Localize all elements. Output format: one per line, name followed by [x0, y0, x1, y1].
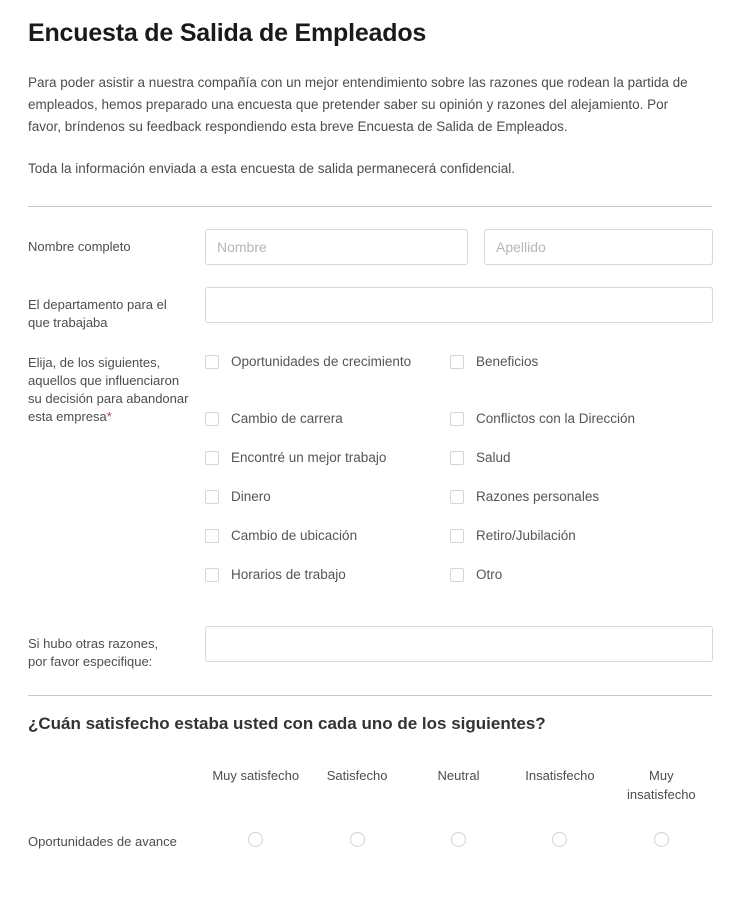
checkbox-box-icon[interactable]: [450, 412, 464, 426]
checkbox-item[interactable]: [450, 487, 712, 526]
checkbox-box-icon[interactable]: [205, 412, 219, 426]
checkbox-item[interactable]: [205, 526, 450, 565]
radio-button[interactable]: [248, 832, 263, 847]
field-row-reasons: [28, 352, 712, 604]
checkbox-box-icon[interactable]: [205, 490, 219, 504]
checkbox-box-icon[interactable]: [450, 451, 464, 465]
intro-block: [28, 72, 712, 180]
checkbox-item[interactable]: [205, 352, 450, 409]
checkbox-label: Dinero: [231, 489, 271, 504]
checkbox-label: Otro: [476, 567, 503, 582]
checkbox-label: Retiro/Jubilación: [476, 528, 576, 543]
matrix-column-header: [306, 766, 407, 785]
checkbox-box-icon[interactable]: [450, 568, 464, 582]
department-label: [28, 287, 205, 332]
matrix-column-header: [509, 766, 610, 785]
checkbox-label: Salud: [476, 450, 511, 465]
matrix-row-label: Oportunidades de avance: [28, 834, 177, 849]
checkbox-item[interactable]: [205, 487, 450, 526]
checkbox-label: Razones personales: [476, 489, 600, 504]
radio-button[interactable]: [350, 832, 365, 847]
other-reasons-label-line1: Si hubo otras razones,: [28, 636, 159, 651]
matrix-column-label: Muy insatisfecho: [627, 768, 696, 802]
matrix-header-row: [28, 766, 712, 804]
satisfaction-matrix: [28, 766, 712, 851]
matrix-column-label: Muy satisfecho: [212, 768, 300, 783]
matrix-row: [28, 830, 712, 851]
matrix-cell[interactable]: [408, 830, 509, 847]
checkbox-box-icon[interactable]: [205, 529, 219, 543]
checkbox-box-icon[interactable]: [450, 529, 464, 543]
intro-paragraph-2: Toda la información enviada a esta encuesta de salida permanecerá confidencial.: [28, 161, 516, 176]
checkbox-label: Conflictos con la Dirección: [476, 411, 636, 426]
checkbox-item[interactable]: [450, 409, 712, 448]
radio-button[interactable]: [451, 832, 466, 847]
checkbox-item[interactable]: [450, 448, 712, 487]
divider-top: [28, 206, 712, 207]
matrix-column-header: [205, 766, 306, 785]
matrix-column-header: [611, 766, 712, 804]
checkbox-label: Horarios de trabajo: [231, 567, 346, 582]
checkbox-box-icon[interactable]: [450, 355, 464, 369]
matrix-column-label: Insatisfecho: [525, 768, 595, 783]
checkbox-label: Encontré un mejor trabajo: [231, 450, 387, 465]
reasons-checkbox-grid: [205, 352, 712, 604]
checkbox-label: Cambio de ubicación: [231, 528, 358, 543]
checkbox-item[interactable]: [450, 526, 712, 565]
last-name-input[interactable]: [484, 229, 713, 265]
page-title: Encuesta de Salida de Empleados: [28, 19, 427, 47]
matrix-cell[interactable]: [509, 830, 610, 847]
first-name-input[interactable]: [205, 229, 468, 265]
radio-button[interactable]: [654, 832, 669, 847]
checkbox-item[interactable]: [450, 352, 712, 409]
checkbox-item[interactable]: [205, 565, 450, 604]
matrix-cell[interactable]: [611, 830, 712, 847]
checkbox-item[interactable]: [450, 565, 712, 604]
full-name-label: Nombre completo: [28, 239, 131, 254]
checkbox-label: Beneficios: [476, 354, 539, 369]
department-input[interactable]: [205, 287, 713, 323]
intro-paragraph-1: Para poder asistir a nuestra compañía con un mejor entendimiento sobre las razones que rodean la partida de empleados, hemos preparado una encuesta que pretender saber su opinión y razones del alejamiento. Por favor, bríndenos su feedback respondiendo esta breve Encuesta de Salida de Empleados.: [28, 75, 688, 134]
reasons-label-text: Elija, de los siguientes, aquellos que influenciaron su decisión para abandonar esta empresa: [28, 355, 189, 424]
reasons-label: [28, 352, 205, 426]
satisfaction-heading: ¿Cuán satisfecho estaba usted con cada uno de los siguientes?: [28, 714, 546, 733]
other-reasons-controls: [205, 626, 713, 662]
checkbox-item[interactable]: [205, 409, 450, 448]
matrix-cell[interactable]: [306, 830, 407, 847]
radio-button[interactable]: [552, 832, 567, 847]
checkbox-label: Oportunidades de crecimiento: [231, 354, 412, 369]
checkbox-item[interactable]: [205, 448, 450, 487]
required-asterisk: *: [106, 409, 112, 424]
department-label-line2: que trabajaba: [28, 315, 108, 330]
full-name-controls: [205, 229, 713, 265]
department-controls: [205, 287, 713, 323]
matrix-column-label: Satisfecho: [326, 768, 388, 783]
checkbox-box-icon[interactable]: [205, 451, 219, 465]
other-reasons-label: [28, 626, 205, 671]
matrix-column-label: Neutral: [437, 768, 480, 783]
matrix-cell[interactable]: [205, 830, 306, 847]
other-reasons-input[interactable]: [205, 626, 713, 662]
field-row-other-reasons: [28, 626, 712, 671]
checkbox-box-icon[interactable]: [205, 568, 219, 582]
department-label-line1: El departamento para el: [28, 297, 167, 312]
checkbox-box-icon[interactable]: [205, 355, 219, 369]
checkbox-label: Cambio de carrera: [231, 411, 343, 426]
other-reasons-label-line2: por favor especifique:: [28, 654, 153, 669]
field-row-full-name: [28, 229, 712, 265]
checkbox-box-icon[interactable]: [450, 490, 464, 504]
matrix-column-header: [408, 766, 509, 785]
field-row-department: [28, 287, 712, 332]
